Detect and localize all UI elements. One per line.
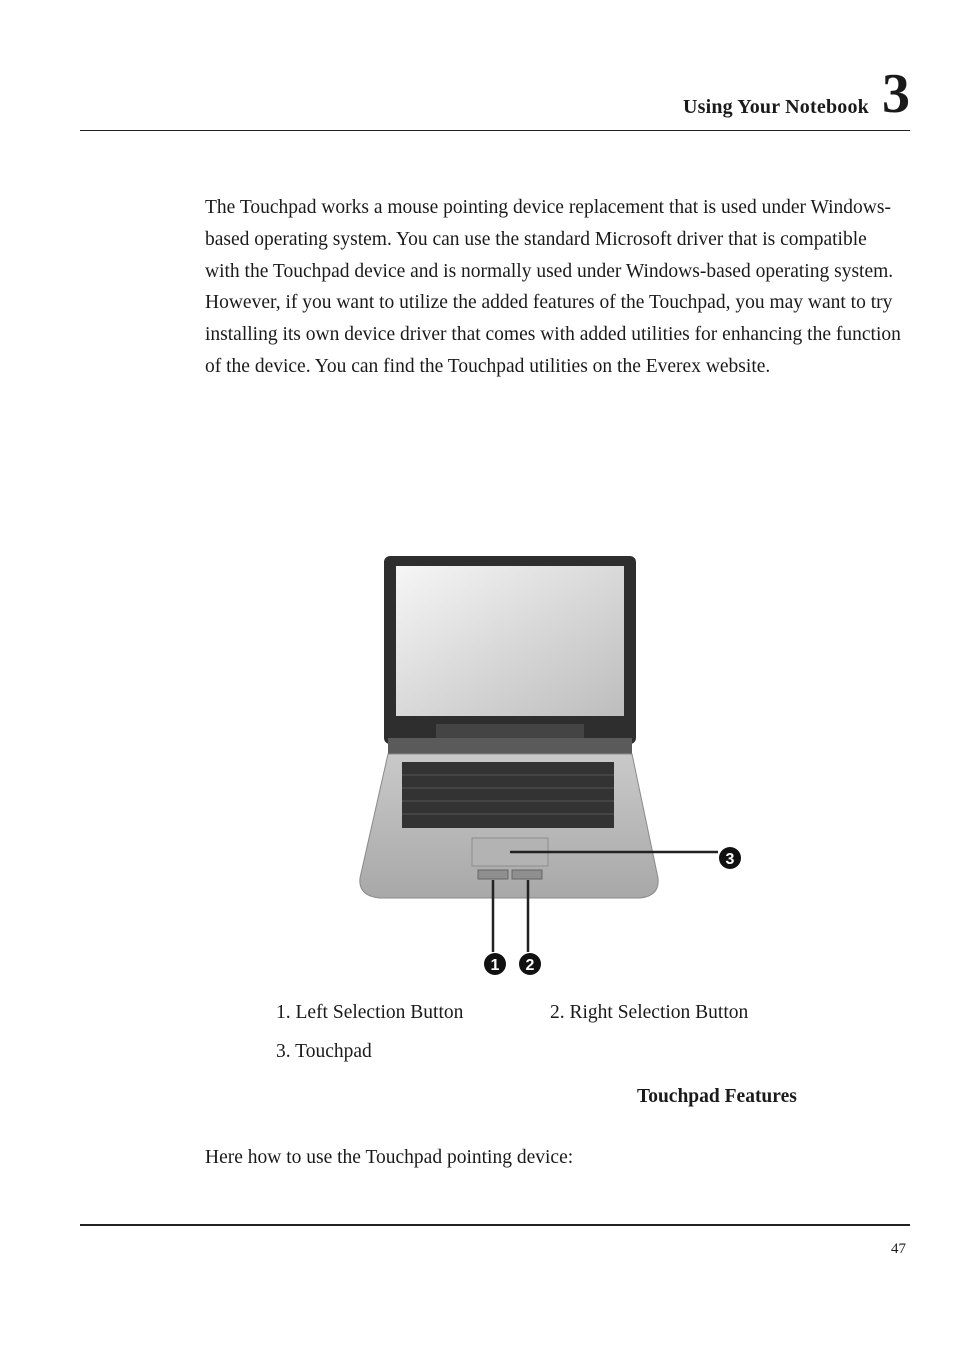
notebook-illustration	[340, 548, 780, 980]
left-selection-button	[478, 870, 508, 879]
svg-text:2: 2	[525, 957, 535, 974]
callout-3	[719, 847, 741, 869]
caption-left-selection-button: 1. Left Selection Button	[276, 1002, 464, 1023]
callout-1	[484, 953, 506, 975]
caption-right-selection-button: 2. Right Selection Button	[550, 1002, 749, 1023]
keyboard	[402, 762, 614, 828]
header-rule	[80, 130, 910, 131]
right-selection-button	[512, 870, 542, 879]
page-header	[0, 0, 954, 132]
intro-paragraph: The Touchpad works a mouse pointing device replacement that is used under Windows-based operating system. You can use the standard Microsoft driver that is compatible with the Touchpad device and is normally used under Windows-based operating system. However, if you want to utilize the added features of the Touchpad, you may want to try installing its own device driver that comes with added utilities for enhancing the function of the device. You can find the Touchpad utilities on the Everex website.	[205, 197, 901, 377]
chapter-title: Using Your Notebook	[682, 96, 869, 118]
chapter-number: 3	[882, 63, 910, 125]
hinge	[388, 738, 632, 754]
svg-text:1: 1	[490, 957, 500, 974]
notebook-figure	[340, 548, 780, 980]
page-number: 47	[891, 1241, 906, 1257]
how-to-text: Here how to use the Touchpad pointing device:	[205, 1147, 574, 1168]
svg-text:3: 3	[725, 851, 735, 868]
figure-title: Touchpad Features	[637, 1086, 797, 1107]
footer-rule	[80, 1224, 910, 1226]
screen	[396, 566, 624, 716]
callout-2	[519, 953, 541, 975]
caption-touchpad: 3. Touchpad	[276, 1041, 372, 1062]
